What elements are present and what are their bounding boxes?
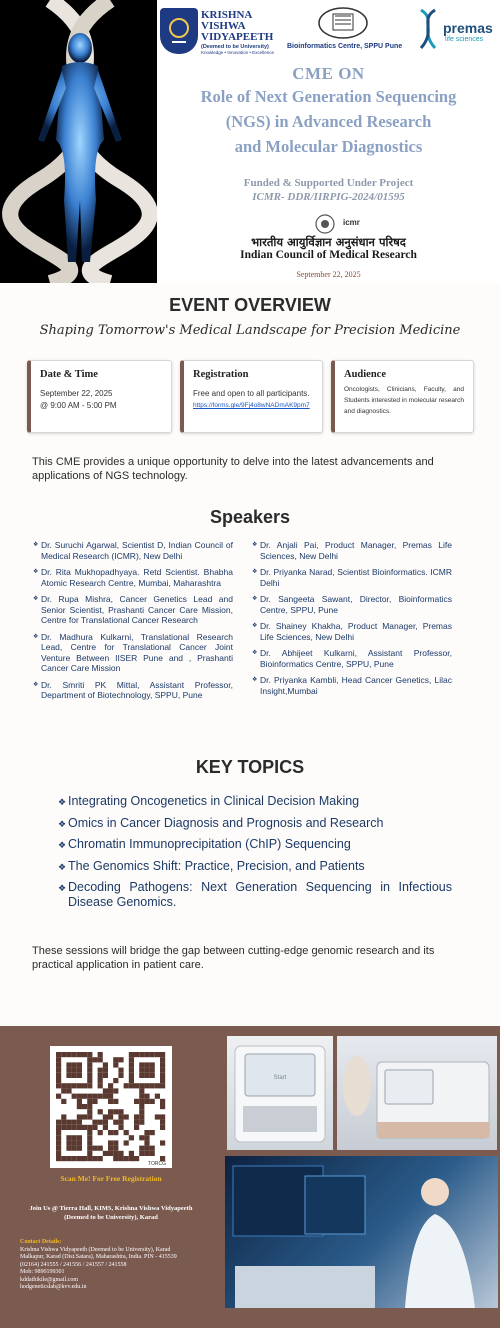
registration-link[interactable]: https://forms.gle/9Fj4o8wNADmAK9pm7 [193,402,310,409]
machine-screen-text: Start [273,1075,287,1081]
topic-item: ❖ Integrating Oncogenetics in Clinical Decision Making [58,794,452,809]
speaker-item: ❖ Dr. Priyanka Narad, Scientist Bioinformatics. ICMR Delhi [252,567,452,588]
svg-text:icmr: icmr [343,218,360,227]
funded-label: Funded & Supported Under Project [243,177,414,189]
date-time-card [27,360,172,433]
overview-subtitle: Shaping Tomorrow's Medical Landscape for Precision Medicine [39,323,461,338]
topic-item: ❖ Chromatin Immunoprecipitation (ChIP) Sequencing [58,837,452,852]
speaker-item: ❖ Dr. Shainey Khakha, Product Manager, Premas Life Sciences, New Delhi [252,621,452,642]
icmr-english-name: Indian Council of Medical Research [240,249,417,261]
speaker-item: ❖ Dr. Suruchi Agarwal, Scientist D, Indian Council of Medical Research (ICMR), New Delhi [33,540,233,561]
speaker-item: ❖ Dr. Smriti PK Mittal, Assistant Professor, Department of Biotechnology, SPPU, Pune [33,680,233,701]
header-date: September 22, 2025 [296,270,361,279]
speaker-item: ❖ Dr. Anjali Pai, Product Manager, Premas Life Sciences, New Delhi [252,540,452,561]
scan-label: Scan Me! For Free Registration [60,1174,162,1183]
contact-line: kddathikile@gmail.com [20,1276,79,1283]
footer-panel [0,1026,500,1328]
lab-scientist-photo [225,1156,498,1308]
card-heading: Registration [193,369,249,380]
project-number: ICMR- DDR/IIRPIG-2024/01595 [252,191,405,203]
audience-card [331,360,474,433]
contact-heading: Contact Details: [20,1239,62,1245]
venue-text: Join Us @ Tierra Hall, KIMS, Krishna Vishwa Vidyapeeth (Deemed to be University), Karad [29,1205,193,1221]
dna-human-body-image [0,0,157,283]
sppu-emblem-icon [317,6,369,40]
header-banner [0,0,500,283]
speaker-item: ❖ Dr. Madhura Kulkarni, Translational Research Lead, Centre for Translational Cancer Joint Venture Between IISER Pune and , Prashanti Cancer Care Mission [33,632,233,674]
overview-heading: EVENT OVERVIEW [169,295,331,315]
qr-code-icon[interactable] [50,1046,172,1168]
kvv-name: KRISHNA VISHWA VIDYAPEETH [201,9,274,43]
sequencer-photo-1 [227,1036,333,1150]
title-line-2: (NGS) in Advanced Research [225,112,432,131]
card-audience-text: Oncologists, Clinicians, Faculty, and Students interested in molecular research and diagnostics. [344,386,464,415]
sppu-label: Bioinformatics Centre, SPPU Pune [287,43,403,50]
topic-item: ❖ Decoding Pathogens: Next Generation Sequencing in Infectious Disease Genomics. [58,880,452,910]
premas-word: premas [443,20,493,36]
contact-line: Krishna Vishwa Vidyapeeth (Deemed to be University), Karad [20,1246,171,1253]
cme-title [157,64,500,159]
contact-line: (02164) 241555 / 241556 / 241557 / 241558 [20,1261,127,1268]
speaker-item: ❖ Dr. Rita Mukhopadhyaya. Retd Scientist. Bhabha Atomic Research Centre, Mumbai, Maharashtra [33,567,233,588]
registration-card [180,360,323,433]
topic-item: ❖ Omics in Cancer Diagnosis and Prognosis and Research [58,816,452,831]
topics-heading: KEY TOPICS [195,757,305,777]
speaker-item: ❖ Dr. Rupa Mishra, Cancer Genetics Lead and Senior Scientist, Prashanti Cancer Care Mission, Centre for Translational Cancer Research [33,594,233,626]
card-time: @ 9:00 AM - 5:00 PM [40,401,117,410]
speakers-list-left [33,540,233,707]
card-date: September 22, 2025 [40,389,113,398]
topic-item: ❖ The Genomics Shift: Practice, Precision, and Patients [58,859,452,874]
speaker-item: ❖ Dr. Priyanka Kambli, Head Cancer Genetics, Lilac Insight,Mumbai [252,675,452,696]
contact-line: Malkapur, Karad (Dist.Satara), Maharashtra, India. PIN - 415539 [20,1254,177,1260]
icmr-logos [313,213,369,235]
cme-on: CME ON [292,64,365,83]
speaker-item: ❖ Dr. Abhijeet Kulkarni, Assistant Professor, Bioinformatics Centre, SPPU, Pune [252,648,452,669]
speakers-heading: Speakers [209,507,291,527]
kvv-shield-icon [160,8,198,54]
partner-logos [157,0,500,60]
contact-line: Mob: 9890199301 [20,1269,65,1275]
contact-details [20,1239,210,1292]
speaker-item: ❖ Dr. Sangeeta Sawant, Director, Bioinformatics Centre, SPPU, Pune [252,594,452,615]
overview-intro: This CME provides a unique opportunity to delve into the latest advancements and applications of NGS technology. [32,456,434,482]
title-line-1: Role of Next Generation Sequencing [200,87,457,106]
sequencer-photo-2 [337,1036,497,1150]
card-registration-text: Free and open to all participants. [193,389,310,398]
qr-brand-label: TORCG [148,1161,166,1167]
card-heading: Audience [344,369,386,380]
card-heading: Date & Time [40,369,98,380]
premas-sub: life sciences [445,36,484,43]
premas-logo [415,8,500,50]
funding-block [157,176,500,204]
contact-line: hodgeneticslab@kvv.edu.in [20,1284,87,1290]
closing-text: These sessions will bridge the gap between cutting-edge genomic research and its practical application in patient care. [32,945,435,971]
topics-list [58,794,452,917]
kvv-subtitle: (Deemed to be University) Knowledge • Innovation • Excellence [201,44,274,55]
icmr-hindi-name: भारतीय आयुर्विज्ञान अनुसंधान परिषद [251,235,406,249]
speakers-list-right [252,540,452,702]
title-line-3: and Molecular Diagnostics [234,137,423,156]
